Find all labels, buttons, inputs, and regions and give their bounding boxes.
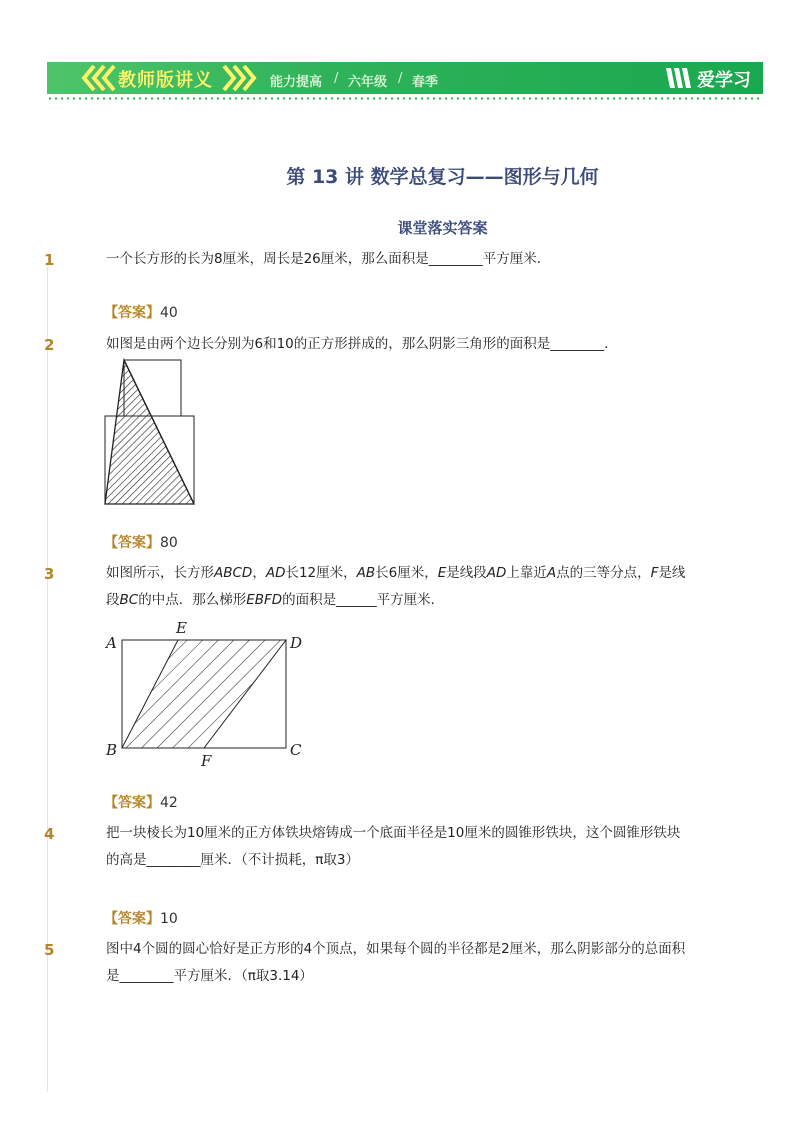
crumb-level: 能力提高 [270,75,323,90]
crumb-separator: / [334,71,339,86]
logo-icon [664,64,696,92]
question-number: 5 [44,941,55,959]
question-number: 4 [44,825,55,843]
crumb-separator: / [398,71,403,86]
question-text: 图中4个圆的圆心恰好是正方形的4个顶点，如果每个圆的半径都是2厘米，那么阴影部分的总面积 是________平方厘米．（π取3.14） [106,941,686,984]
answer [104,302,178,322]
answer-tag: 【答案】 [104,795,160,811]
handout-title: 教师版讲义 [118,70,213,91]
answer-value: 10 [160,911,178,927]
answer-value: 80 [160,535,178,551]
rectangle-trapezoid-figure [100,618,310,770]
logo-text: 爱学习 [697,70,751,91]
answer-tag: 【答案】 [104,535,160,551]
question-number: 2 [44,336,55,354]
chevron-right-icon [222,62,258,94]
label-b: B [106,741,118,759]
question-text: 如图是由两个边长分别为6和10的正方形拼成的，那么阴影三角形的面积是________． [106,336,618,352]
crumb-season: 春季 [412,75,439,90]
answer-tag: 【答案】 [104,305,160,321]
chevron-left-icon [80,62,116,94]
margin-line [47,262,48,1092]
question-text: 一个长方形的长为8厘米，周长是26厘米，那么面积是________平方厘米． [106,251,551,267]
lesson-title: 第 13 讲 数学总复习——图形与几何 [286,166,599,188]
answer [104,532,178,552]
question-text: 把一块棱长为10厘米的正方体铁块熔铸成一个底面半径是10厘米的圆锥形铁块，这个圆锥形铁块 的高是________厘米．（不计损耗，π取3） [106,825,681,868]
label-c: C [290,741,302,759]
section-title: 课堂落实答案 [397,219,488,237]
label-a: A [106,634,117,652]
answer [104,908,178,928]
label-d: D [290,634,303,652]
question-number: 1 [44,251,55,269]
answer-value: 40 [160,305,178,321]
two-squares-figure [100,356,200,510]
answer-value: 42 [160,795,178,811]
crumb-grade: 六年级 [348,75,388,90]
question-number: 3 [44,565,55,583]
header-dotted-line [47,97,763,100]
label-e: E [176,619,187,637]
answer [104,792,178,812]
answer-tag: 【答案】 [104,911,160,927]
label-f: F [201,752,212,770]
question-text: 如图所示，长方形ABCD，AD长12厘米，AB长6厘米，E是线段AD上靠近A点的三等分点，F是线 段BC的中点．那么梯形EBFD的面积是______平方厘米． [106,565,686,608]
